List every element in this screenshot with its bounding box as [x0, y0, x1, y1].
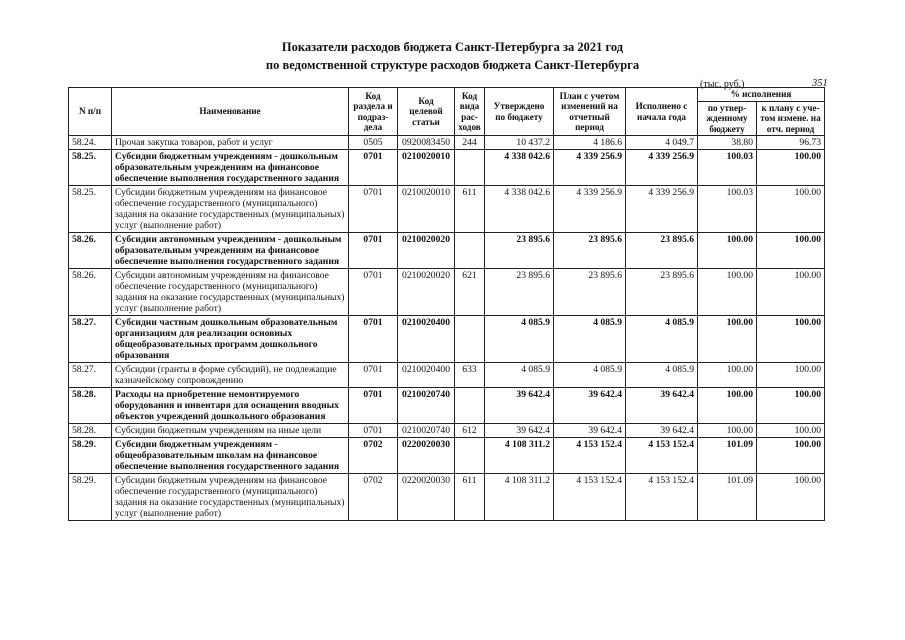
row-executed: 4 339 256.9	[626, 150, 698, 186]
table-row	[69, 424, 825, 438]
row-type	[455, 150, 485, 186]
row-type: 611	[455, 186, 485, 233]
row-pct-approved: 100.00	[698, 424, 757, 438]
row-name: Субсидии бюджетным учреждениям - дошкольным образовательным учреждениям на финансовое обеспечение выполнения государственного задания	[112, 150, 349, 186]
row-plan: 39 642.4	[554, 388, 626, 424]
table-row	[69, 150, 825, 186]
row-number: 58.25.	[69, 150, 112, 186]
row-plan: 4 153 152.4	[554, 474, 626, 521]
row-executed: 4 085.9	[626, 316, 698, 363]
row-number: 58.26.	[69, 269, 112, 316]
row-number: 58.29.	[69, 438, 112, 474]
unit-label: (тыс. руб.)	[700, 79, 745, 90]
table-row	[69, 233, 825, 269]
row-approved: 4 108 311.2	[485, 438, 554, 474]
row-type: 633	[455, 363, 485, 388]
row-name: Субсидии автономным учреждениям - дошкольным образовательным учреждениям на финансовое обеспечение выполнения государственного задания	[112, 233, 349, 269]
row-pct-plan: 100.00	[757, 363, 825, 388]
row-pct-approved: 101.09	[698, 474, 757, 521]
table-row	[69, 136, 825, 150]
header-target: Код целевой статьи	[398, 88, 455, 136]
row-section: 0505	[349, 136, 398, 150]
row-approved: 4 338 042.6	[485, 150, 554, 186]
row-name: Субсидии бюджетным учреждениям на финансовое обеспечение государственного (муниципального) задания на оказание государственных (муниципальных) услуг (выполнение работ)	[112, 474, 349, 521]
header-plan: План с учетом изменений на отчетный период	[554, 88, 626, 136]
row-executed: 4 085.9	[626, 363, 698, 388]
row-pct-approved: 38.80	[698, 136, 757, 150]
row-number: 58.25.	[69, 186, 112, 233]
row-type	[455, 388, 485, 424]
row-target: 0210020400	[398, 316, 455, 363]
row-target: 0210020010	[398, 186, 455, 233]
row-pct-plan: 96.73	[757, 136, 825, 150]
row-plan: 23 895.6	[554, 269, 626, 316]
row-number: 58.28.	[69, 388, 112, 424]
row-pct-approved: 101.09	[698, 438, 757, 474]
row-executed: 4 049.7	[626, 136, 698, 150]
row-number: 58.27.	[69, 363, 112, 388]
row-number: 58.28.	[69, 424, 112, 438]
row-number: 58.27.	[69, 316, 112, 363]
row-number: 58.24.	[69, 136, 112, 150]
row-target: 0210020740	[398, 388, 455, 424]
table-row	[69, 316, 825, 363]
row-approved: 4 085.9	[485, 316, 554, 363]
row-pct-plan: 100.00	[757, 388, 825, 424]
row-pct-approved: 100.00	[698, 233, 757, 269]
table-row	[69, 474, 825, 521]
row-section: 0701	[349, 316, 398, 363]
table-row	[69, 363, 825, 388]
row-pct-plan: 100.00	[757, 316, 825, 363]
header-type: Код вида рас-ходов	[455, 88, 485, 136]
table-row	[69, 186, 825, 233]
header-pct: % исполнения	[698, 88, 825, 102]
row-name: Субсидии (гранты в форме субсидий), не подлежащие казначейскому сопровождению	[112, 363, 349, 388]
header-executed: Исполнено с начала года	[626, 88, 698, 136]
page-number: 351	[812, 78, 828, 89]
row-pct-approved: 100.03	[698, 150, 757, 186]
row-name: Субсидии бюджетным учреждениям на финансовое обеспечение государственного (муниципального) задания на оказание государственных (муниципальных) услуг (выполнение работ)	[112, 186, 349, 233]
header-approved: Утверждено по бюджету	[485, 88, 554, 136]
row-section: 0701	[349, 424, 398, 438]
row-pct-approved: 100.00	[698, 363, 757, 388]
row-plan: 39 642.4	[554, 424, 626, 438]
row-type	[455, 438, 485, 474]
row-type: 244	[455, 136, 485, 150]
row-plan: 4 339 256.9	[554, 186, 626, 233]
row-section: 0701	[349, 363, 398, 388]
row-section: 0701	[349, 186, 398, 233]
row-target: 0210020020	[398, 233, 455, 269]
table-row	[69, 269, 825, 316]
row-target: 0210020400	[398, 363, 455, 388]
header-pct-plan: к плану с уче-том измене. на отч. период	[757, 101, 825, 136]
row-type: 612	[455, 424, 485, 438]
row-approved: 39 642.4	[485, 388, 554, 424]
row-pct-plan: 100.00	[757, 269, 825, 316]
row-pct-plan: 100.00	[757, 233, 825, 269]
row-plan: 4 085.9	[554, 363, 626, 388]
row-target: 0210020740	[398, 424, 455, 438]
row-name: Субсидии бюджетным учреждениям - общеобразовательным школам на финансовое обеспечение выполнения государственного задания	[112, 438, 349, 474]
row-pct-approved: 100.03	[698, 186, 757, 233]
row-type	[455, 316, 485, 363]
row-name: Субсидии частным дошкольным образовательным организациям для реализации основных общеобразовательных программ дошкольного образования	[112, 316, 349, 363]
row-section: 0702	[349, 474, 398, 521]
row-plan: 4 085.9	[554, 316, 626, 363]
row-pct-plan: 100.00	[757, 150, 825, 186]
row-target: 0220020030	[398, 438, 455, 474]
row-approved: 23 895.6	[485, 233, 554, 269]
row-pct-approved: 100.00	[698, 269, 757, 316]
row-section: 0702	[349, 438, 398, 474]
row-target: 0210020010	[398, 150, 455, 186]
row-target: 0220020030	[398, 474, 455, 521]
row-name: Субсидии бюджетным учреждениям на иные цели	[112, 424, 349, 438]
row-pct-plan: 100.00	[757, 474, 825, 521]
row-pct-plan: 100.00	[757, 424, 825, 438]
row-plan: 4 153 152.4	[554, 438, 626, 474]
header-name: Наименование	[112, 88, 349, 136]
row-number: 58.29.	[69, 474, 112, 521]
row-name: Расходы на приобретение немонтируемого оборудования и инвентаря для оснащения вводных объектов учреждений дошкольного образования	[112, 388, 349, 424]
row-number: 58.26.	[69, 233, 112, 269]
row-approved: 23 895.6	[485, 269, 554, 316]
row-target: 0210020020	[398, 269, 455, 316]
header-section: Код раздела и подраз-дела	[349, 88, 398, 136]
row-approved: 4 108 311.2	[485, 474, 554, 521]
row-executed: 23 895.6	[626, 233, 698, 269]
row-executed: 39 642.4	[626, 424, 698, 438]
row-type	[455, 233, 485, 269]
header-num: N п/п	[69, 88, 112, 136]
row-type: 611	[455, 474, 485, 521]
header-pct-approved: по утвер-жденному бюджету	[698, 101, 757, 136]
document-title-line2: по ведомственной структуре расходов бюджета Санкт-Петербурга	[265, 58, 640, 72]
row-type: 621	[455, 269, 485, 316]
row-executed: 23 895.6	[626, 269, 698, 316]
row-plan: 23 895.6	[554, 233, 626, 269]
row-pct-approved: 100.00	[698, 316, 757, 363]
row-approved: 4 085.9	[485, 363, 554, 388]
table-body	[69, 136, 825, 521]
document-title-line1: Показатели расходов бюджета Санкт-Петербурга за 2021 год	[281, 40, 624, 54]
row-executed: 4 153 152.4	[626, 438, 698, 474]
row-approved: 4 338 042.6	[485, 186, 554, 233]
row-section: 0701	[349, 150, 398, 186]
row-executed: 4 339 256.9	[626, 186, 698, 233]
row-pct-plan: 100.00	[757, 186, 825, 233]
row-target: 0920083450	[398, 136, 455, 150]
row-section: 0701	[349, 388, 398, 424]
expenditure-table	[68, 87, 825, 521]
table-row	[69, 438, 825, 474]
row-pct-plan: 100.00	[757, 438, 825, 474]
row-pct-approved: 100.00	[698, 388, 757, 424]
row-approved: 10 437.2	[485, 136, 554, 150]
row-plan: 4 186.6	[554, 136, 626, 150]
row-executed: 4 153 152.4	[626, 474, 698, 521]
row-section: 0701	[349, 233, 398, 269]
table-row	[69, 388, 825, 424]
row-name: Прочая закупка товаров, работ и услуг	[112, 136, 349, 150]
row-approved: 39 642.4	[485, 424, 554, 438]
row-plan: 4 339 256.9	[554, 150, 626, 186]
row-section: 0701	[349, 269, 398, 316]
row-executed: 39 642.4	[626, 388, 698, 424]
row-name: Субсидии автономным учреждениям на финансовое обеспечение государственного (муниципального) задания на оказание государственных (муниципальных) услуг (выполнение работ)	[112, 269, 349, 316]
